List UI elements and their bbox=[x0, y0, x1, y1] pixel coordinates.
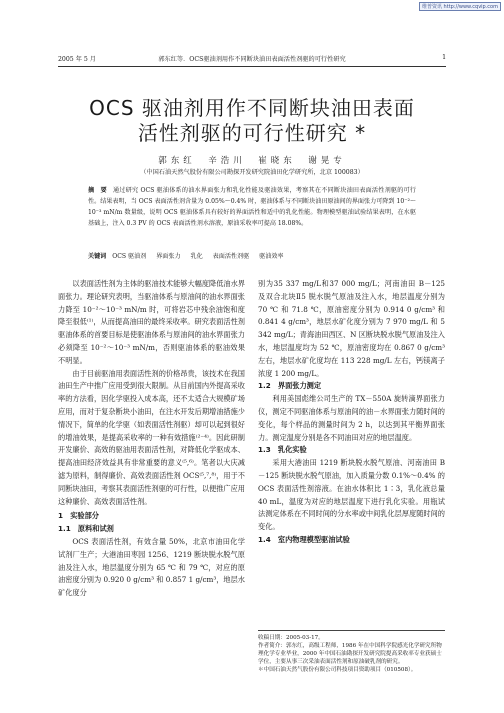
subsection-heading-materials: 1.1 原料和试剂 bbox=[58, 524, 114, 534]
author-bio: 作者简介：郭东红，高级工程师，1986 年在中国科学院感光化学研究所物理化学专业毕业，2000 年中国石油勘探开发研究院提高采收率专业获硕士学位，主要从事三次采油表面活性剂和原油破乳剂的研究。 bbox=[258, 643, 442, 665]
received-date: 收稿日期：2005-03-17。 bbox=[258, 635, 324, 641]
header-page-number: 1 bbox=[442, 54, 446, 61]
ift-paragraph: 利用美国彪维公司生产的 TX－550A 旋转滴界面张力仪，测定不同驱油体系与原油间的油－水界面张力随时间的变化，每个样品的测量时间为 2 h，以达到其平衡界面张力。测定温度分别是各不同油田对应的地层温度。 bbox=[258, 394, 445, 442]
emulsion-paragraph: 采用大港油田 1219 断块脱水脱气原油、河南油田 B－125 断块脱水脱气原油，加入质量分数 0.1%～0.4% 的 OCS 表面活性剂溶液。在油水体积比 1∶3，乳化液总量 40 mL，温度为对应的地层温度下进行乳化实验。用瓶试法测定体系在不同时间的分水率或中间乳化层厚度随时间的变化。 bbox=[258, 458, 445, 532]
keyword: 乳化 bbox=[190, 253, 203, 260]
keywords-label: 关键词 bbox=[88, 253, 107, 260]
keywords bbox=[88, 251, 416, 260]
intro-paragraph-2: 由于目前驱油用表面活性剂的价格昂贵，该技术在我国油田生产中推广应用受到很大限制。从目前国内外提高采收率的方法看，因化学驱投入成本高，还不太适合大规模矿场应用，而对于复杂断块小油田，在注水开发后期增油措施少情况下，简单的化学驱（如表面活性剂驱）却可以起到很好的增油效果，是提高采收率的一种有效措施⁽²⁻⁴⁾。因此研制开发廉价、高效的驱油用表面活性剂，对降低化学驱成本、提高油田经济效益具有非常重要的意义⁽⁵,⁶⁾。笔者以大庆减滤为原料，制得廉价、高效表面活性剂 OCS⁽⁵,⁷,⁸⁾，用于不同断块油田，考察其表面活性剂驱的可行性，以便推广应用这种廉价、高效表面活性剂。 bbox=[58, 368, 245, 506]
abstract-label: 摘 要 bbox=[88, 187, 108, 194]
funding-note: ＊中国石油天然气股份有限公司科技项目资助项目（010508）。 bbox=[258, 667, 417, 673]
source-watermark: 维普资讯 http://www.cqvip.com bbox=[419, 2, 501, 11]
keyword: OCS 驱油剂 bbox=[112, 253, 147, 260]
left-column bbox=[58, 278, 245, 600]
section-heading-experimental: 1 实验部分 bbox=[58, 511, 99, 521]
abstract-text: 通过研究 OCS 驱油体系的油水界面张力和乳化性能及驱油效果，考察其在不同断块油田表面活性剂驱的可行性。结果表明，当 OCS 表面活性剂含量为 0.05%～0.4% 时，驱油体系与不同断块油田原油间的界面张力可降到 10⁻²～10⁻³ mN/m 数量级，说明 OCS 驱油体系具有较好的界面活性和适中的乳化性能。物理模型驱油试验结果表明，在水驱基础上，注入 0.3 PV 的 OCS 表面活性剂水溶液，原油采收率可提高 18.08%。 bbox=[88, 187, 417, 227]
keyword: 界面张力 bbox=[156, 253, 181, 260]
footnote bbox=[258, 630, 445, 674]
right-column bbox=[258, 278, 445, 547]
materials-paragraph-continued: 别为35 337 mg/L和37 000 mg/L；河南油田 B－125 及双合北块Ⅱ5 脱水脱气原油及注入水，地层温度分别为 70 ℃ 和 71.8 ℃，原油密度分别为 0.914 0 g/cm³ 和 0.841 4 g/cm³，地层水矿化度分别为 7 970 mg/L 和 5 342 mg/L；青海油田西区、N 区断块脱水脱气原油及注入水，地层温度均为 52 ℃，原油密度均在 0.867 0 g/cm³ 左右，地层水矿化度均在 113 228 mg/L 左右，钙镁离子浓度 1 200 mg/L。 bbox=[258, 279, 445, 378]
keyword: 驱油效率 bbox=[259, 253, 284, 260]
subsection-heading-ift: 1.2 界面张力测定 bbox=[258, 381, 322, 391]
author-list: 郭东红 辛浩川 崔晓东 谢晃专 bbox=[158, 156, 346, 166]
abstract bbox=[88, 185, 416, 229]
subsection-heading-flooding: 1.4 室内物理模型驱油试验 bbox=[258, 534, 350, 544]
keyword: 表面活性剂驱 bbox=[212, 253, 250, 260]
header-date: 2005 年 5 月 bbox=[58, 56, 96, 63]
running-header bbox=[58, 54, 446, 67]
subsection-heading-emulsion: 1.3 乳化实验 bbox=[258, 445, 307, 455]
paper-title-line-1: OCS 驱油剂用作不同断块油田表面 bbox=[89, 96, 415, 120]
materials-paragraph: OCS 表面活性剂，有效含量 50%，北京市油田化学试剂厂生产；大港油田枣园 1256、1219 断块脱水脱气原油及注入水，地层温度分别为 65 ℃ 和 79 ℃，对应的原油密度分别为 0.920 0 g/cm³ 和 0.857 1 g/cm³，地层水矿化度分 bbox=[58, 536, 245, 598]
header-title: 郭东红等．OCS驱油剂用作不同断块油田表面活性剂驱的可行性研究 bbox=[158, 56, 346, 63]
paper-title-line-2: 活性剂驱的可行性研究 * bbox=[137, 121, 367, 145]
intro-paragraph-1: 以表面活性剂为主体的驱油技术能够大幅度降低油水界面张力。理论研究表明，当驱油体系与原油间的油水界面张力降至 10⁻²～10⁻³ mN/m 时，可将岩芯中残余油饱和度降至很低⁽¹⁾，从而提高油田的最终采收率。研究表面活性剂驱油体系的首要目标是使驱油体系与原油间的油水界面张力必须降至 10⁻²～10⁻³ mN/m，否则驱油体系的驱油效果不明显。 bbox=[58, 279, 245, 365]
affiliation: （中国石油天然气股份有限公司勘探开发研究院油田化学研究所，北京 100083） bbox=[140, 169, 364, 176]
